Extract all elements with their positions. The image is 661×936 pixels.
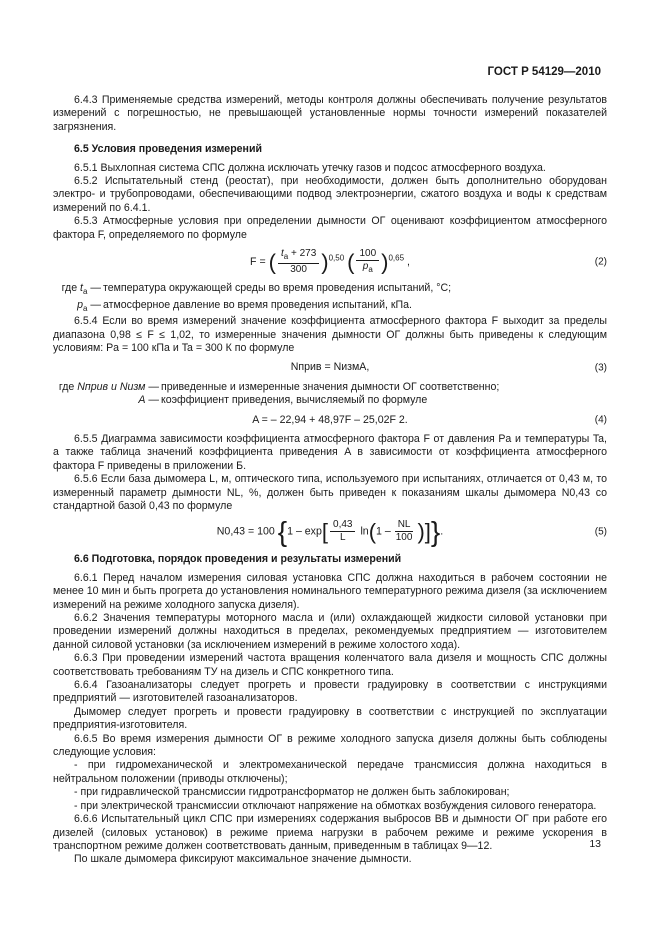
paragraph-6-5-4: 6.5.4 Если во время измерений значение коэффициента атмосферного фактора F выходит за пределы диапазона 0,98 ≤ F ≤ 1,02, то измеренные значения дымности ОГ должны быть приведены к следующим условиям: Pa = 100 кПа и Ta = 300 К по формуле — [53, 315, 607, 354]
formula-number: (4) — [594, 414, 607, 426]
paragraph-6-6-6: 6.6.6 Испытательный цикл СПС при измерениях содержания выбросов ВВ и дымности ОГ при работе его дизелей (силовых установок) в режиме приема нагрузки в рабочем режиме и режиме ускорения в транспортном режиме должен соответствовать данным, приведенным в таблицах 9—12. — [53, 813, 607, 852]
list-item: - при гидромеханической и электромеханической передаче трансмиссия должна находиться в нейтральном положении (приводы отключены); — [53, 759, 607, 785]
formula-4: A = – 22,94 + 48,97F – 25,02F 2. (4) — [252, 413, 607, 426]
document-body — [53, 94, 607, 867]
where-list-2: где $t_a$ — температура окружающей среды во время проведения испытаний, °С; $p_a$ — атмосферное давление во время проведения испытаний, кПа. — [61, 282, 452, 313]
where-list-3: где Nприв и Nизм — приведенные и измеренные значения дымности ОГ соответственно; A — коэффициент приведения, вычисляемый по формуле — [58, 380, 500, 407]
formula-number: (3) — [594, 362, 607, 374]
page-number: 13 — [589, 838, 601, 850]
paragraph-6-5-3: 6.5.3 Атмосферные условия при определении дымности ОГ оценивают коэффициентом атмосферного фактора F, определяемого по формуле — [53, 215, 607, 241]
paragraph-6-6-4: 6.6.4 Газоанализаторы следует прогреть и провести градуировку в соответствии с инструкциями предприятий — изготовителей газоанализаторов. — [53, 679, 607, 705]
document-id: ГОСТ Р 54129—2010 — [487, 66, 601, 78]
list-item: - при гидравлической трансмиссии гидротрансформатор не должен быть заблокирован; — [74, 786, 510, 799]
paragraph-6-4-3: 6.4.3 Применяемые средства измерений, методы контроля должны обеспечивать получение результатов измерений с погрешностью, не превышающей установленные нормы точности измерений показателей загрязнения. — [53, 94, 607, 133]
paragraph-6-6-6-cont: По шкале дымомера фиксируют максимальное значение дымности. — [74, 853, 412, 866]
formula-3: Nприв = NизмA, (3) — [290, 361, 607, 374]
section-title-6-6: 6.6 Подготовка, порядок проведения и результаты измерений — [74, 553, 402, 566]
section-title-6-5: 6.5 Условия проведения измерений — [74, 143, 262, 156]
list-item: - при электрической трансмиссии отключают напряжение на обмотках возбуждения силового генератора. — [74, 799, 597, 812]
paragraph-6-6-3: 6.6.3 При проведении измерений частота вращения коленчатого вала дизеля и мощность СПС должны соответствовать требованиям ТУ на дизель и СПС конкретного типа. — [53, 652, 607, 678]
paragraph-6-5-2: 6.5.2 Испытательный стенд (реостат), при необходимости, должен быть дополнительно оборудован электро- и трубопроводами, обеспечивающими подвод электроэнергии, сжатого воздуха и воды к средствам измерений по 6.4.1. — [53, 175, 607, 214]
formula-number: (2) — [594, 256, 607, 268]
paragraph-6-5-5: 6.5.5 Диаграмма зависимости коэффициента атмосферного фактора F от давления Pa и температуры Ta, а также таблица значений коэффициента приведения A в зависимости от коэффициента атмосферного фактора F приведены в приложении Б. — [53, 432, 607, 472]
formula-2: F = ( $\frac{t_a + 273}{300}$ )$^{0,50}$ ( $\frac{100}{p_a}$ )$^{0,65}$ , (2) — [250, 248, 607, 276]
paragraph-6-6-2: 6.6.2 Значения температуры моторного масла и (или) охлаждающей жидкости силовой установки при проведении измерений должны находиться в пределах, рекомендуемых предприятием — изготовителем данной силовой установки (за исключением измерений в режиме холостого хода). — [53, 612, 607, 651]
formula-5: N0,43 = 100 {1 – exp[ $\frac{0,43}{L}$ ln(1 – $\frac{NL}{100}$ )]}. (5) — [216, 516, 607, 548]
paragraph-6-6-5: 6.6.5 Во время измерения дымности ОГ в режиме холодного запуска дизеля должны быть соблюдены следующие условия: — [53, 732, 607, 759]
paragraph-6-6-1: 6.6.1 Перед началом измерения силовая установка СПС должна находиться в рабочем состоянии не менее 10 мин и быть прогрета до установления номинального температурного режима дизеля (за исключением измерений на режиме холодного запуска дизеля). — [53, 571, 607, 611]
paragraph-6-5-6: 6.5.6 Если база дымомера L, м, оптического типа, используемого при испытаниях, отличается от 0,43 м, то измеренный параметр дымности NL, %, должен быть приведен к показаниям шкалы дымомера N0,43 со стандартной базой 0,43 по формуле — [53, 473, 607, 512]
formula-number: (5) — [594, 526, 607, 538]
paragraph-6-6-4-cont: Дымомер следует прогреть и провести градуировку в соответствии с инструкцией по эксплуатации предприятия-изготовителя. — [53, 705, 607, 732]
paragraph-6-5-1: 6.5.1 Выхлопная система СПС должна исключать утечку газов и подсос атмосферного воздуха. — [74, 161, 546, 174]
